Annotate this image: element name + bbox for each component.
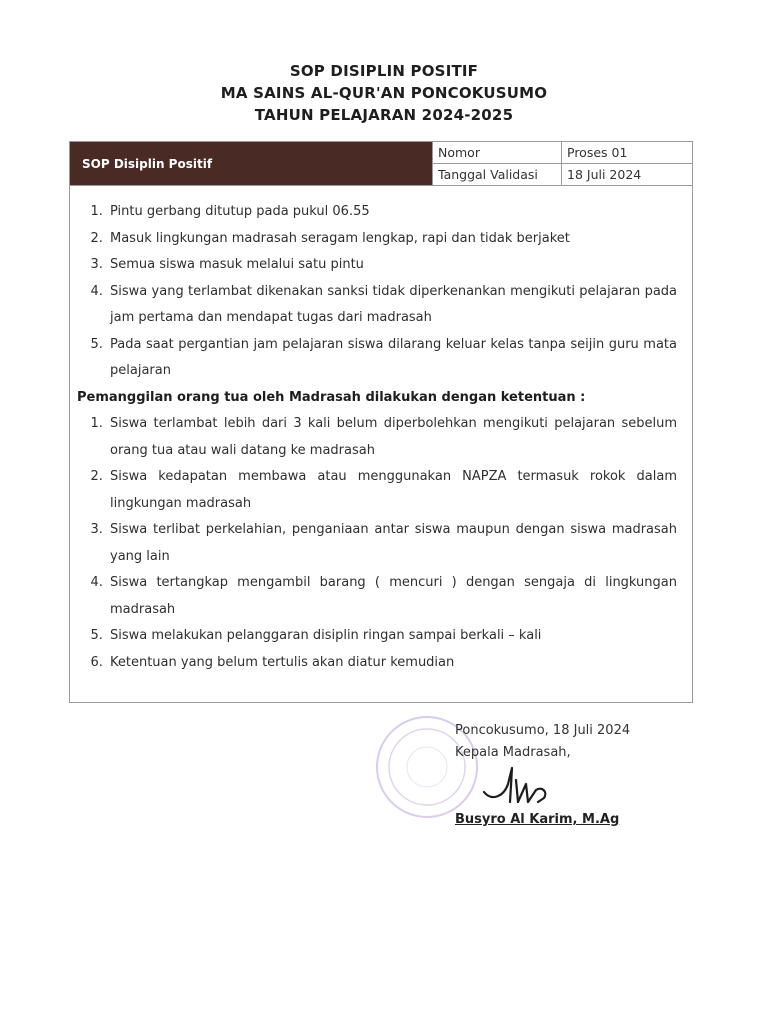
- summons-item: 1. Siswa terlambat lebih dari 3 kali belum diperbolehkan mengikuti pelajaran sebelum orang tua atau wali datang ke madrasah: [107, 411, 677, 464]
- signature-block: [455, 720, 630, 764]
- rule-item: 4. Siswa yang terlambat dikenakan sanksi tidak diperkenankan mengikuti pelajaran pada jam pertama dan mendapat tugas dari madrasah: [107, 279, 677, 332]
- summons-item: 5. Siswa melakukan pelanggaran disiplin ringan sampai berkali – kali: [107, 623, 677, 650]
- place-date: Poncokusumo, 18 Juli 2024: [455, 723, 631, 738]
- rule-item: 5. Pada saat pergantian jam pelajaran siswa dilarang keluar kelas tanpa seijin guru mata pelajaran: [107, 332, 677, 385]
- summons-list: [85, 411, 677, 676]
- nomor-value: Proses 01: [562, 142, 693, 164]
- meta-table: [432, 142, 692, 185]
- tanggal-label: Tanggal Validasi: [433, 164, 562, 186]
- summons-heading: Pemanggilan orang tua oleh Madrasah dilakukan dengan ketentuan :: [77, 389, 586, 405]
- title-line-1: SOP DISIPLIN POSITIF: [289, 62, 479, 80]
- nomor-label: Nomor: [433, 142, 562, 164]
- sop-header-label: SOP Disiplin Positif: [70, 142, 432, 185]
- sop-frame: [69, 141, 693, 703]
- position-title: Kepala Madrasah,: [455, 745, 571, 760]
- title-line-2: MA SAINS AL-QUR'AN PONCOKUSUMO: [220, 84, 548, 102]
- summons-item: 6. Ketentuan yang belum tertulis akan diatur kemudian: [107, 650, 677, 677]
- rule-item: 3. Semua siswa masuk melalui satu pintu: [107, 252, 677, 279]
- rules-list: [85, 199, 677, 385]
- sop-content: [77, 199, 677, 676]
- rule-item: 2. Masuk lingkungan madrasah seragam lengkap, rapi dan tidak berjaket: [107, 226, 677, 253]
- tanggal-value: 18 Juli 2024: [562, 164, 693, 186]
- document-title: [0, 60, 768, 126]
- summons-item: 3. Siswa terlibat perkelahian, penganiaan antar siswa maupun dengan siswa madrasah yang lain: [107, 517, 677, 570]
- principal-name: Busyro Al Karim, M.Ag: [455, 812, 620, 827]
- summons-item: 2. Siswa kedapatan membawa atau menggunakan NAPZA termasuk rokok dalam lingkungan madrasah: [107, 464, 677, 517]
- rule-item: 1. Pintu gerbang ditutup pada pukul 06.55: [107, 199, 677, 226]
- handwritten-signature-icon: [478, 762, 568, 812]
- sop-header: [70, 142, 692, 186]
- title-line-3: TAHUN PELAJARAN 2024-2025: [254, 106, 514, 124]
- summons-item: 4. Siswa tertangkap mengambil barang ( mencuri ) dengan sengaja di lingkungan madrasah: [107, 570, 677, 623]
